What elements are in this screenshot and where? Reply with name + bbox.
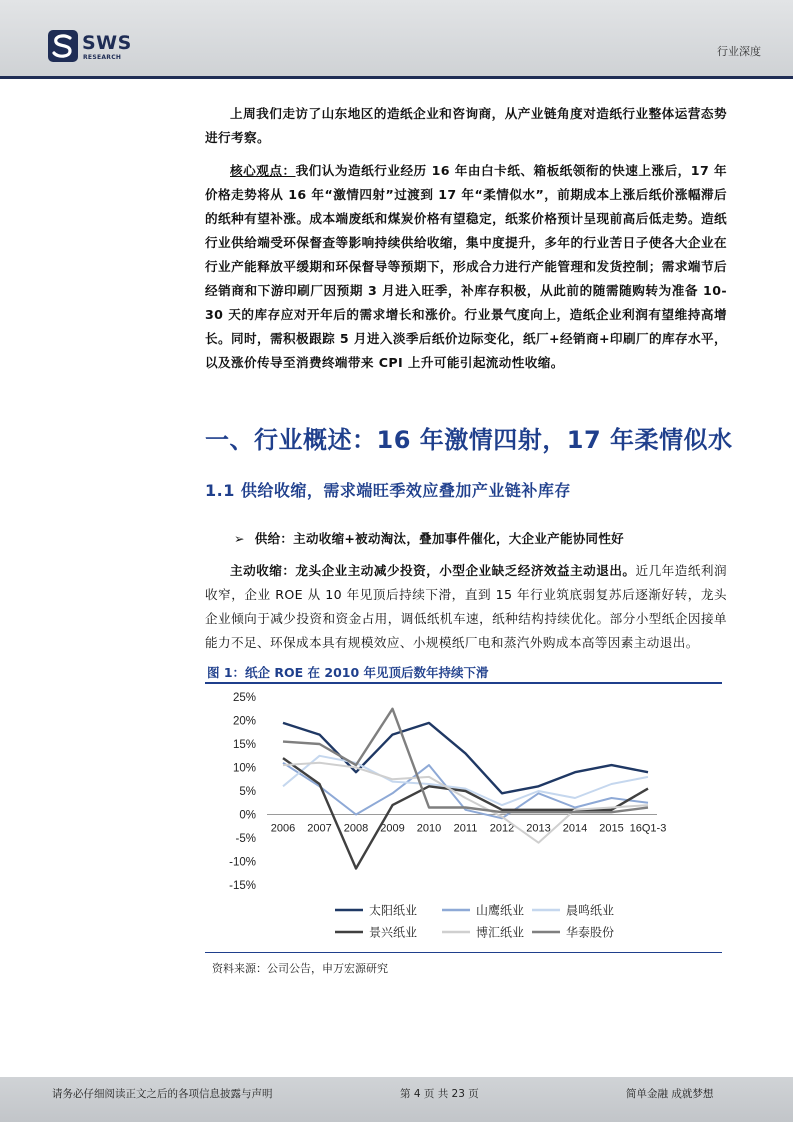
logo-subtext: RESEARCH <box>83 54 122 61</box>
sws-logo-mark-icon <box>48 30 78 62</box>
x-tick-label: 2014 <box>562 822 588 835</box>
series-line <box>283 723 648 793</box>
y-tick-label: 0% <box>239 809 256 822</box>
subsection-heading: 1.1 供给收缩，需求端旺季效应叠加产业链补库存 <box>205 481 571 500</box>
legend-label: 景兴纸业 <box>369 925 418 940</box>
legend-label: 华泰股份 <box>566 925 615 940</box>
x-tick-label: 16Q1-3 <box>629 822 667 835</box>
roe-line-chart <box>205 684 722 950</box>
core-view-body: 我们认为造纸行业经历 16 年由白卡纸、箱板纸领衔的快速上涨后，17 年价格走势将从 16 年“激情四射”过渡到 17 年“柔情似水”，前期成本上涨后纸价涨幅滞后的纸种有望补涨。成本端废纸和煤炭价格有望稳定，纸浆价格预计呈现前高后低走势。造纸行业供给端受环保督查等影响持续供给收缩，集中度提升，多年的行业苦日子使各大企业在行业产能释放平缓期和环保督导等预期下，形成合力进行产能管理和发货控制；需求端节后经销商和下游印刷厂因预期 3 月进入旺季，补库存积极，从此前的随需随购转为准备 10-30 天的库存应对开年后的需求增长和涨价。行业景气度向上，造纸企业利润有望维持高增长。同时，需积极跟踪 5 月进入淡季后纸价边际变化，纸厂+经销商+印刷厂的库存水平，以及涨价传导至消费终端带来 CPI 上升可能引起流动性收缩。 <box>205 163 728 370</box>
section-heading: 一、行业概述：16 年激情四射，17 年柔情似水 <box>205 426 733 454</box>
footer-page-number: 第 4 页 共 23 页 <box>400 1088 479 1100</box>
y-tick-label: -5% <box>235 833 256 845</box>
x-tick-label: 2011 <box>453 822 478 835</box>
y-tick-label: 5% <box>239 786 256 798</box>
logo-text: SWS <box>82 32 132 54</box>
footer-slogan: 简单金融 成就梦想 <box>626 1088 714 1100</box>
x-tick-label: 2008 <box>343 822 369 835</box>
supply-lead: 主动收缩：龙头企业主动减少投资，小型企业缺乏经济效益主动退出。 <box>230 563 636 578</box>
supply-body: 近几年造纸利润收窄，企业 ROE 从 10 年见顶后持续下滑，直到 15 年行业筑底弱复苏后逐渐好转，龙头企业倾向于减少投资和资金占用，调低纸机车速，纸种结构持续优化。部分小型纸企因接单能力不足、环保成本具有规模效应、小规模纸厂电和蒸汽外购成本高等因素主动退出。 <box>205 563 727 650</box>
intro-paragraph: 上周我们走访了山东地区的造纸企业和咨询商，从产业链角度对造纸行业整体运营态势进行考察。 <box>205 106 727 145</box>
legend-label: 山鹰纸业 <box>476 903 525 918</box>
x-tick-label: 2015 <box>599 822 624 835</box>
series-line <box>283 709 648 812</box>
y-tick-label: 20% <box>232 715 256 728</box>
legend-label: 太阳纸业 <box>369 903 418 918</box>
core-view-paragraph <box>205 159 727 375</box>
core-view-label: 核心观点： <box>230 163 296 178</box>
legend-label: 晨鸣纸业 <box>566 903 615 918</box>
figure-title: 图 1：纸企 ROE 在 2010 年见顶后数年持续下滑 <box>207 665 489 680</box>
y-tick-label: 10% <box>232 762 256 775</box>
x-tick-label: 2009 <box>380 822 405 835</box>
footer-disclaimer: 请务必仔细阅读正文之后的各项信息披露与声明 <box>52 1088 273 1100</box>
supply-paragraph <box>205 559 727 655</box>
figure-bottom-rule <box>205 952 722 953</box>
y-tick-label: -15% <box>229 880 256 892</box>
x-tick-label: 2006 <box>270 822 296 835</box>
x-tick-label: 2007 <box>307 822 332 835</box>
bullet-arrow-icon: ➢ <box>234 531 245 546</box>
sws-logo <box>48 30 148 66</box>
y-tick-label: 15% <box>232 739 256 751</box>
x-tick-label: 2013 <box>526 822 551 835</box>
x-tick-label: 2012 <box>489 822 515 835</box>
header-rule <box>0 76 793 79</box>
legend-label: 博汇纸业 <box>476 925 525 940</box>
supply-bullet-text: 供给：主动收缩+被动淘汰，叠加事件催化，大企业产能协同性好 <box>254 531 624 546</box>
figure-source: 资料来源：公司公告，申万宏源研究 <box>212 962 388 975</box>
figure-title-bar <box>205 662 722 684</box>
y-tick-label: 25% <box>232 692 256 704</box>
y-tick-label: -10% <box>229 856 256 869</box>
x-tick-label: 2010 <box>416 822 442 835</box>
document-type: 行业深度 <box>717 45 761 58</box>
supply-bullet <box>234 529 624 547</box>
